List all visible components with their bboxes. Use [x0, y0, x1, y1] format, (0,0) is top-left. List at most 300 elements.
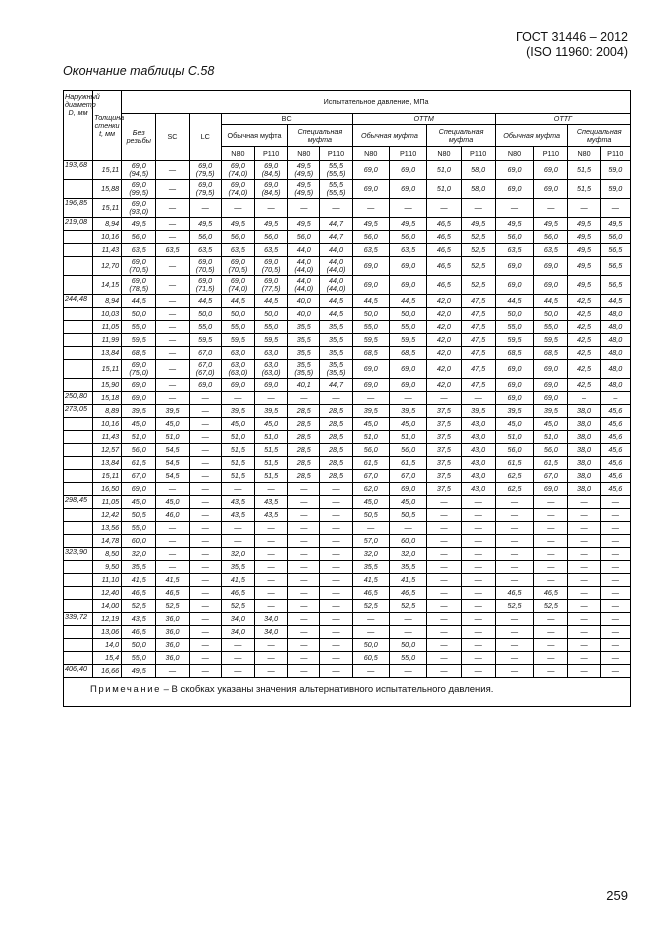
cell-pressure: 69,0 — [389, 257, 426, 276]
cell-pressure: 51,0 — [122, 431, 156, 444]
cell-thickness: 11,43 — [93, 431, 122, 444]
cell-pressure: 52,5 — [389, 600, 426, 613]
grade-p110: P110 — [461, 147, 495, 161]
cell-pressure: 46,5 — [221, 587, 254, 600]
cell-pressure: 67,0 — [122, 470, 156, 483]
cell-pressure: — — [254, 483, 287, 496]
cell-pressure: 51,0 — [534, 431, 568, 444]
cell-pressure: 44,5 — [495, 295, 533, 308]
cell-pressure: – — [600, 392, 630, 405]
cell-pressure: 69,0 (70,5) — [221, 257, 254, 276]
cell-pressure: — — [189, 522, 221, 535]
cell-pressure: 69,0 — [534, 180, 568, 199]
cell-pressure: — — [352, 522, 389, 535]
cell-pressure: 57,0 — [352, 535, 389, 548]
cell-pressure: 51,5 — [254, 444, 287, 457]
cell-pressure: — — [568, 574, 600, 587]
cell-pressure: — — [320, 613, 352, 626]
cell-pressure: 62,0 — [352, 483, 389, 496]
cell-pressure: 56,0 — [221, 231, 254, 244]
cell-pressure: 50,0 — [221, 308, 254, 321]
cell-pressure: 50,5 — [389, 509, 426, 522]
cell-pressure: 69,0 (75,0) — [122, 360, 156, 379]
cell-pressure: 50,0 — [189, 308, 221, 321]
cell-pressure: 47,5 — [461, 295, 495, 308]
cell-pressure: — — [495, 574, 533, 587]
cell-pressure: 55,0 — [495, 321, 533, 334]
cell-pressure: — — [156, 218, 189, 231]
cell-pressure: 46,5 — [156, 587, 189, 600]
grade-n80: N80 — [495, 147, 533, 161]
cell-pressure: — — [495, 639, 533, 652]
cell-pressure: — — [320, 574, 352, 587]
cell-pressure: — — [320, 626, 352, 639]
table-row — [64, 295, 631, 308]
cell-pressure: — — [288, 535, 320, 548]
cell-pressure: 42,0 — [427, 347, 461, 360]
cell-pressure: — — [288, 522, 320, 535]
cell-pressure: 38,0 — [568, 444, 600, 457]
cell-pressure: 69,0 (74,0) — [221, 180, 254, 199]
cell-pressure: 52,5 — [461, 276, 495, 295]
cell-pressure: — — [461, 509, 495, 522]
cell-pressure: 69,0 — [534, 257, 568, 276]
cell-pressure: 63,5 — [189, 244, 221, 257]
cell-pressure: 52,5 — [495, 600, 533, 613]
cell-pressure: 28,5 — [320, 431, 352, 444]
cell-pressure: — — [156, 347, 189, 360]
cell-pressure: 59,5 — [122, 334, 156, 347]
cell-pressure: — — [189, 418, 221, 431]
cell-pressure: 51,0 — [254, 431, 287, 444]
cell-pressure: 49,5 — [254, 218, 287, 231]
cell-pressure: 44,5 — [320, 295, 352, 308]
pressure-table — [63, 90, 631, 707]
cell-pressure: — — [534, 574, 568, 587]
cell-pressure: 50,0 — [352, 639, 389, 652]
cell-pressure: — — [568, 548, 600, 561]
cell-pressure: — — [534, 561, 568, 574]
document-header — [516, 30, 628, 60]
cell-pressure: — — [156, 231, 189, 244]
iso-reference: (ISO 11960: 2004) — [526, 45, 628, 59]
cell-pressure: 63,5 — [534, 244, 568, 257]
cell-pressure: — — [320, 509, 352, 522]
cell-pressure: 69,0 — [352, 379, 389, 392]
cell-pressure: 52,5 — [461, 231, 495, 244]
cell-pressure: — — [389, 392, 426, 405]
cell-pressure: 50,0 — [122, 308, 156, 321]
cell-pressure: 49,5 — [568, 231, 600, 244]
cell-pressure: 35,5 — [320, 334, 352, 347]
cell-pressure: — — [156, 392, 189, 405]
cell-pressure: — — [427, 665, 461, 678]
cell-pressure: — — [461, 199, 495, 218]
cell-pressure: 67,0 (67,0) — [189, 360, 221, 379]
cell-pressure: — — [189, 639, 221, 652]
cell-pressure: 69,0 — [534, 360, 568, 379]
cell-diameter — [64, 509, 93, 522]
cell-pressure: — — [156, 257, 189, 276]
cell-pressure: — — [461, 639, 495, 652]
cell-pressure: — — [461, 548, 495, 561]
cell-thickness: 8,94 — [93, 295, 122, 308]
cell-pressure: 34,0 — [221, 626, 254, 639]
cell-pressure: 46,5 — [122, 587, 156, 600]
page-number: 259 — [606, 888, 628, 903]
cell-pressure: 52,5 — [461, 244, 495, 257]
cell-pressure: 45,0 — [389, 496, 426, 509]
cell-pressure: — — [221, 199, 254, 218]
cell-thickness: 9,50 — [93, 561, 122, 574]
cell-diameter — [64, 522, 93, 535]
cell-pressure: — — [254, 652, 287, 665]
cell-pressure: — — [600, 613, 630, 626]
bc-special-coupling: Специальная муфта — [288, 125, 352, 147]
cell-pressure: 63,5 — [254, 244, 287, 257]
cell-pressure: 46,5 — [427, 231, 461, 244]
cell-pressure: 51,0 — [352, 431, 389, 444]
cell-pressure: — — [288, 561, 320, 574]
cell-pressure: 52,5 — [156, 600, 189, 613]
table-row — [64, 161, 631, 180]
table-row — [64, 334, 631, 347]
cell-pressure: — — [534, 199, 568, 218]
cell-pressure: — — [534, 626, 568, 639]
ottm-regular-coupling: Обычная муфта — [352, 125, 427, 147]
cell-pressure: — — [568, 496, 600, 509]
cell-pressure: 47,5 — [461, 379, 495, 392]
cell-pressure: — — [352, 199, 389, 218]
cell-diameter: 244,48 — [64, 295, 93, 308]
cell-pressure: — — [600, 639, 630, 652]
cell-pressure: 37,5 — [427, 470, 461, 483]
cell-pressure: 44,7 — [320, 379, 352, 392]
table-row — [64, 199, 631, 218]
cell-pressure: 69,0 — [352, 276, 389, 295]
cell-pressure: 37,5 — [427, 405, 461, 418]
cell-pressure: 49,5 (49,5) — [288, 161, 320, 180]
cell-thickness: 8,94 — [93, 218, 122, 231]
cell-pressure: — — [534, 509, 568, 522]
cell-pressure: 35,5 — [288, 347, 320, 360]
cell-pressure: 63,5 — [352, 244, 389, 257]
cell-pressure: — — [568, 600, 600, 613]
cell-pressure: — — [221, 652, 254, 665]
cell-thickness: 13,84 — [93, 347, 122, 360]
cell-pressure: 37,5 — [427, 431, 461, 444]
table-row — [64, 444, 631, 457]
cell-pressure: — — [156, 180, 189, 199]
cell-pressure: — — [389, 665, 426, 678]
cell-pressure: 43,5 — [254, 509, 287, 522]
cell-pressure: — — [427, 496, 461, 509]
cell-pressure: 56,0 — [389, 231, 426, 244]
cell-pressure: 63,5 — [495, 244, 533, 257]
cell-pressure: — — [461, 535, 495, 548]
cell-pressure: 55,0 — [189, 321, 221, 334]
cell-pressure: 40,0 — [288, 295, 320, 308]
cell-pressure: 69,0 (84,5) — [254, 161, 287, 180]
cell-diameter — [64, 561, 93, 574]
cell-pressure: 49,5 — [389, 218, 426, 231]
cell-pressure: — — [320, 665, 352, 678]
grade-n80: N80 — [427, 147, 461, 161]
cell-pressure: 41,5 — [156, 574, 189, 587]
cell-pressure: 28,5 — [320, 418, 352, 431]
cell-pressure: — — [568, 522, 600, 535]
table-row — [64, 180, 631, 199]
cell-pressure: 51,0 — [495, 431, 533, 444]
cell-pressure: 37,5 — [427, 418, 461, 431]
cell-thickness: 14,00 — [93, 600, 122, 613]
cell-pressure: 28,5 — [320, 405, 352, 418]
cell-pressure: 43,0 — [461, 444, 495, 457]
cell-pressure: 44,0 — [288, 244, 320, 257]
cell-pressure: 69,0 — [352, 360, 389, 379]
cell-pressure: 69,0 (74,0) — [221, 276, 254, 295]
cell-pressure: 28,5 — [288, 457, 320, 470]
cell-pressure: 39,5 — [389, 405, 426, 418]
cell-pressure: 43,5 — [221, 496, 254, 509]
cell-thickness: 16,66 — [93, 665, 122, 678]
cell-pressure: — — [156, 295, 189, 308]
cell-pressure: — — [461, 392, 495, 405]
cell-pressure: — — [389, 522, 426, 535]
cell-pressure: 68,5 — [534, 347, 568, 360]
cell-thickness: 14,15 — [93, 276, 122, 295]
cell-pressure: 49,5 — [122, 218, 156, 231]
grade-p110: P110 — [600, 147, 630, 161]
col-ottm: ОТТМ — [352, 114, 495, 125]
cell-thickness: 15,11 — [93, 161, 122, 180]
cell-pressure: 45,6 — [600, 470, 630, 483]
cell-pressure: — — [189, 199, 221, 218]
cell-pressure: — — [427, 626, 461, 639]
cell-pressure: 49,5 — [122, 665, 156, 678]
table-row — [64, 522, 631, 535]
cell-pressure: 37,5 — [427, 457, 461, 470]
cell-pressure: 56,0 — [495, 444, 533, 457]
cell-pressure: — — [461, 652, 495, 665]
cell-pressure: — — [427, 639, 461, 652]
grade-p110: P110 — [254, 147, 287, 161]
cell-pressure: 28,5 — [320, 457, 352, 470]
cell-pressure: 45,0 — [389, 418, 426, 431]
cell-pressure: 55,0 — [352, 321, 389, 334]
cell-pressure: 44,5 — [189, 295, 221, 308]
cell-pressure: 49,5 — [568, 218, 600, 231]
cell-pressure: — — [320, 587, 352, 600]
cell-pressure: 51,5 — [221, 470, 254, 483]
cell-pressure: 56,0 — [352, 231, 389, 244]
cell-pressure: 28,5 — [288, 405, 320, 418]
cell-pressure: 38,0 — [568, 457, 600, 470]
cell-pressure: — — [534, 522, 568, 535]
cell-pressure: — — [427, 392, 461, 405]
cell-pressure: 55,0 — [389, 652, 426, 665]
cell-pressure: 48,0 — [600, 379, 630, 392]
cell-pressure: — — [495, 199, 533, 218]
table-row — [64, 431, 631, 444]
cell-pressure: 63,5 — [389, 244, 426, 257]
cell-thickness: 12,19 — [93, 613, 122, 626]
cell-pressure: 44,0 (44,0) — [288, 276, 320, 295]
cell-pressure: — — [189, 626, 221, 639]
cell-pressure: 47,5 — [461, 334, 495, 347]
cell-pressure: 51,5 — [221, 457, 254, 470]
table-body — [64, 161, 631, 678]
cell-pressure: 69,0 (99,5) — [122, 180, 156, 199]
cell-pressure: 44,0 (44,0) — [320, 276, 352, 295]
cell-pressure: — — [495, 535, 533, 548]
cell-thickness: 15,4 — [93, 652, 122, 665]
cell-pressure: — — [320, 535, 352, 548]
cell-pressure: 49,5 — [288, 218, 320, 231]
cell-pressure: 44,5 — [389, 295, 426, 308]
cell-pressure: 63,5 — [122, 244, 156, 257]
cell-pressure: — — [189, 457, 221, 470]
cell-pressure: 45,0 — [156, 418, 189, 431]
cell-pressure: 55,0 — [254, 321, 287, 334]
cell-pressure: 69,0 — [495, 379, 533, 392]
cell-pressure: — — [320, 483, 352, 496]
cell-pressure: 51,0 — [389, 431, 426, 444]
cell-diameter: 196,85 — [64, 199, 93, 218]
cell-pressure: — — [568, 652, 600, 665]
col-bc: BC — [221, 114, 352, 125]
cell-thickness: 8,89 — [93, 405, 122, 418]
cell-pressure: 55,0 — [534, 321, 568, 334]
cell-pressure: – — [568, 392, 600, 405]
cell-pressure: — — [156, 276, 189, 295]
cell-pressure: 51,0 — [221, 431, 254, 444]
cell-pressure: 61,5 — [352, 457, 389, 470]
cell-pressure: 59,5 — [352, 334, 389, 347]
cell-diameter — [64, 639, 93, 652]
cell-pressure: — — [427, 613, 461, 626]
cell-pressure: 42,5 — [568, 321, 600, 334]
cell-pressure: — — [495, 509, 533, 522]
cell-pressure: 43,5 — [122, 613, 156, 626]
cell-pressure: 67,0 — [189, 347, 221, 360]
table-row — [64, 509, 631, 522]
cell-pressure: — — [389, 613, 426, 626]
cell-pressure: 51,0 — [427, 180, 461, 199]
table-row — [64, 574, 631, 587]
cell-thickness: 11,05 — [93, 321, 122, 334]
col-outer-diameter: Наружный диаметр D, мм — [64, 91, 93, 161]
cell-pressure: 44,5 — [352, 295, 389, 308]
cell-pressure: 38,0 — [568, 431, 600, 444]
cell-pressure: 43,0 — [461, 418, 495, 431]
cell-pressure: 42,0 — [427, 360, 461, 379]
cell-pressure: 52,5 — [352, 600, 389, 613]
cell-pressure: 44,0 (44,0) — [320, 257, 352, 276]
cell-pressure: 52,5 — [221, 600, 254, 613]
cell-pressure: — — [189, 561, 221, 574]
cell-pressure: — — [600, 509, 630, 522]
grade-n80: N80 — [288, 147, 320, 161]
cell-pressure: — — [495, 522, 533, 535]
table-row — [64, 587, 631, 600]
cell-pressure: — — [320, 639, 352, 652]
cell-pressure: 35,5 (35,5) — [320, 360, 352, 379]
cell-diameter — [64, 574, 93, 587]
cell-pressure: 46,5 — [122, 626, 156, 639]
cell-diameter: 219,08 — [64, 218, 93, 231]
cell-pressure: — — [254, 548, 287, 561]
cell-pressure: 56,0 — [534, 444, 568, 457]
cell-pressure: 42,5 — [568, 360, 600, 379]
cell-pressure: 42,0 — [427, 308, 461, 321]
cell-pressure: — — [568, 509, 600, 522]
cell-pressure: — — [320, 199, 352, 218]
cell-pressure: 47,5 — [461, 347, 495, 360]
cell-pressure: 54,5 — [156, 457, 189, 470]
cell-pressure: 51,5 — [254, 470, 287, 483]
cell-pressure: 45,6 — [600, 405, 630, 418]
cell-pressure: 69,0 (71,5) — [189, 276, 221, 295]
cell-diameter — [64, 334, 93, 347]
cell-pressure: — — [427, 199, 461, 218]
table-row — [64, 276, 631, 295]
cell-pressure: 56,0 — [288, 231, 320, 244]
ottm-special-coupling: Специальная муфта — [427, 125, 496, 147]
col-wall-thickness: Толщина стенки t, мм — [93, 91, 122, 161]
cell-pressure: 32,0 — [221, 548, 254, 561]
cell-pressure: — — [221, 522, 254, 535]
cell-pressure: 38,0 — [568, 483, 600, 496]
cell-thickness: 11,05 — [93, 496, 122, 509]
cell-pressure: — — [320, 522, 352, 535]
cell-diameter: 250,80 — [64, 392, 93, 405]
cell-pressure: 56,5 — [600, 276, 630, 295]
cell-diameter — [64, 418, 93, 431]
cell-pressure: — — [427, 652, 461, 665]
cell-pressure: 69,0 — [389, 379, 426, 392]
cell-pressure: — — [600, 600, 630, 613]
cell-pressure: — — [495, 561, 533, 574]
cell-pressure: — — [495, 548, 533, 561]
cell-pressure: 69,0 (93,0) — [122, 199, 156, 218]
cell-pressure: 45,0 — [352, 418, 389, 431]
cell-pressure: — — [254, 522, 287, 535]
cell-pressure: 48,0 — [600, 334, 630, 347]
cell-pressure: — — [156, 548, 189, 561]
cell-pressure: 69,0 — [189, 379, 221, 392]
cell-pressure: — — [461, 613, 495, 626]
grade-n80: N80 — [352, 147, 389, 161]
cell-pressure: 69,0 — [352, 257, 389, 276]
cell-diameter — [64, 470, 93, 483]
cell-pressure: — — [288, 392, 320, 405]
cell-pressure: 42,5 — [568, 295, 600, 308]
cell-pressure: 56,0 — [389, 444, 426, 457]
cell-thickness: 11,43 — [93, 244, 122, 257]
cell-pressure: 69,0 (74,0) — [221, 161, 254, 180]
cell-pressure: 35,5 — [288, 321, 320, 334]
cell-pressure: 49,5 — [189, 218, 221, 231]
cell-diameter — [64, 587, 93, 600]
cell-pressure: 49,5 — [495, 218, 533, 231]
note-text: – В скобках указаны значения альтернативного испытательного давления. — [161, 684, 494, 695]
cell-pressure: 43,0 — [461, 431, 495, 444]
cell-thickness: 12,40 — [93, 587, 122, 600]
cell-thickness: 12,42 — [93, 509, 122, 522]
cell-pressure: 55,5 (55,5) — [320, 180, 352, 199]
cell-pressure: 48,0 — [600, 360, 630, 379]
